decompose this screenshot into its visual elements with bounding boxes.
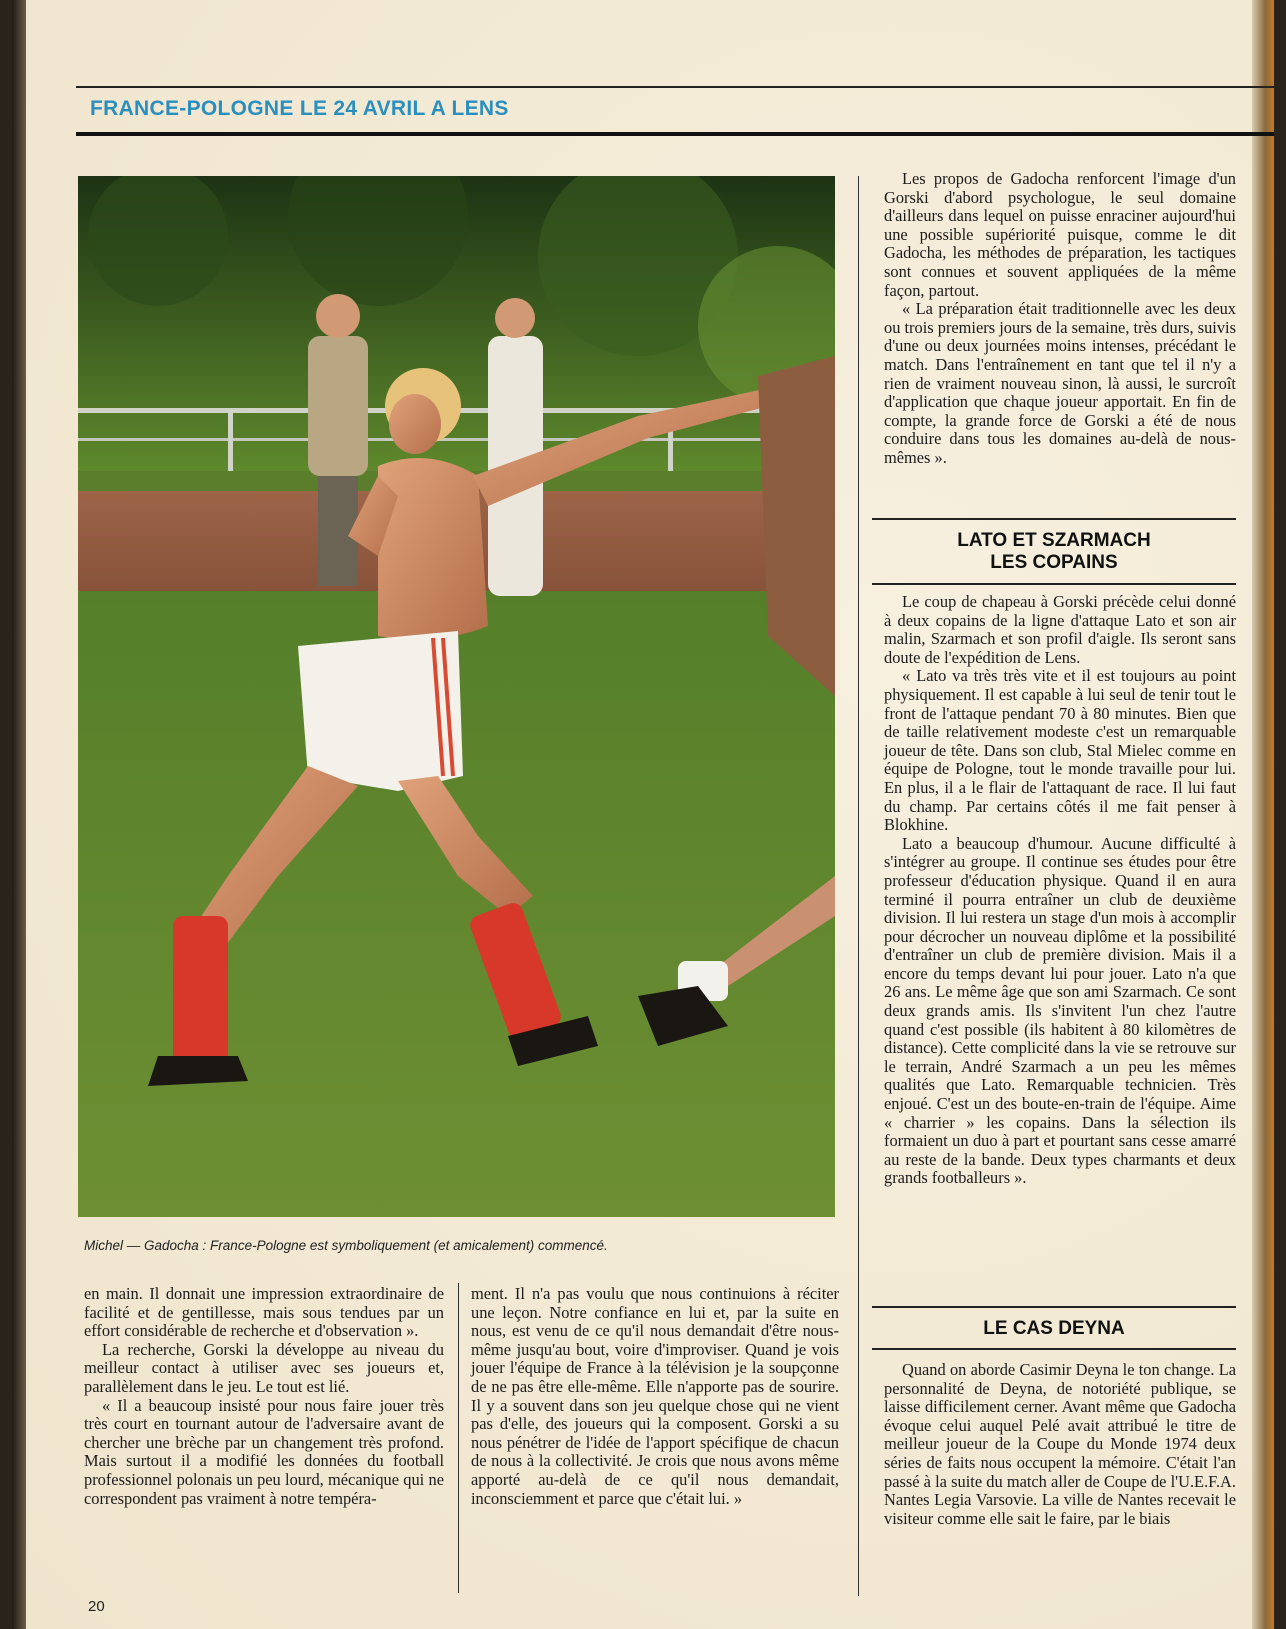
right-column-intro [884,170,1236,468]
paragraph: Lato a beaucoup d'humour. Aucune difficulté à s'intégrer au groupe. Il continue ses études pour être professeur d'éducation physique. Quand il en aura terminé il pourra entraîner un club de deuxième division. Il lui restera un stage d'un mois à accomplir pour décrocher un nouveau diplôme et la possibilité d'entraîner un club de première division. Mais il a encore du temps devant lui pour jouer. Lato n'a que 26 ans. Le même âge que son ami Szarmach. Ce sont deux grands amis. Ils s'invitent l'un chez l'autre quand c'est possible (ils habitent à 80 kilomètres de distance). Cette complicité dans la vie se retrouve sur le terrain, André Szarmach a un peu les mêmes qualités que Lato. Remarquable technicien. Très enjoué. C'est un des boute-en-train de l'équipe. Aime « charrier » les copains. Dans la sélection ils formaient un duo à part et pourtant sans cesse amarré au reste de la bande. Deux types charmants et deux grands footballeurs ». [884,833,1236,1188]
photo-illustration [78,176,835,1217]
photo-caption: Michel — Gadocha : France-Pologne est symboliquement (et amicalement) commencé. [84,1238,608,1253]
page-number: 20 [88,1598,105,1615]
magazine-page [12,0,1274,1629]
paragraph: Quand on aborde Casimir Deyna le ton change. La personnalité de Deyna, de notoriété publique, se laisse difficilement cerner. Avant même que Gadocha évoque celui auquel Pelé avait attribué le titre de meilleur joueur de la Coupe du Monde 1974 deux séries de faits nous occupent la mémoire. C'était l'an passé à la suite du match aller de Coupe de l'U.E.F.A. Nantes Legia Varsovie. La ville de Nantes recevait le visiteur comme elle sait le faire, par le biais [884,1360,1236,1528]
paragraph: « La préparation était traditionnelle avec les deux ou trois premiers jours de la semaine, très durs, suivis d'une ou deux journées moins intenses, précédant le match. Dans l'entraînement en tant que tel il n'y a rien de vraiment nouveau sinon, là aussi, le surcroît d'application que chaque joueur apportait. En fin de compte, la grande force de Gorski a été de nous conduire dans tous les domaines au-delà de nous-mêmes ». [884,299,1236,467]
section-rule [872,583,1236,585]
section-rule [872,1306,1236,1308]
column-divider [458,1283,459,1593]
section-header: FRANCE-POLOGNE LE 24 AVRIL A LENS [90,97,509,120]
paragraph: « Lato va très très vite et il est toujours au point physiquement. Il est capable à lui seul de tenir tout le front de l'attaque pendant 70 à 80 minutes. Bien que de taille relativement modeste c'est un remarquable joueur de tête. Dans son club, Stal Mielec comme en équipe de Pologne, tout le monde travaille pour lui. En plus, il a le flair de l'attaquant de race. Il lui faut du champ. Par certains côtés il me fait penser à Blokhine. [884,666,1236,835]
section-rule [872,1348,1236,1350]
paragraph: Le coup de chapeau à Gorski précède celui donné à deux copains de la ligne d'attaque Lato et son air malin, Szarmach et son profil d'aigle. Ils seront sans doute de l'expédition de Lens. [884,592,1236,667]
heading-line: LES COPAINS [990,552,1118,573]
article-photo [78,176,835,1217]
header-top-rule [76,86,1274,88]
right-column-deyna [884,1361,1236,1528]
paragraph: ment. Il n'a pas voulu que nous continuions à réciter une leçon. Notre confiance en lui et, par la suite en nous, est venu de ce qu'il nous demandait d'être nous-même jusqu'au bout, voire d'improviser. Quand je vois jouer l'équipe de France à la télévision je la soupçonne de ne pas être elle-même. Elle n'apporte pas de sourire. Il y a souvent dans son jeu quelque chose qui ne vient pas d'elle, des joueurs qui la composent. Gorski a su nous pénétrer de l'idée de l'apport spécifique de chacun de nous à la collectivité. Je crois que nous avons même apporté au-delà de ce qu'il nous demandait, inconsciemment et parce que c'était lui. » [471,1284,839,1508]
paragraph: « Il a beaucoup insisté pour nous faire jouer très très court en tournant autour de l'adversaire avant de chercher une brèche par un changement très profond. Mais surtout il a modifié les données du football professionnel polonais un peu lourd, mécanique qui ne correspondent pas vraiment à notre tempéra- [84,1395,444,1508]
next-page-edge [1252,0,1274,1629]
paragraph: Les propos de Gadocha renforcent l'image d'un Gorski d'abord psychologue, le seul domaine d'ailleurs dans lequel on puisse enraciner aujourd'hui une possible supériorité puisque, comme le dit Gadocha, les méthodes de préparation, les tactiques sont connues et souvent appliquées de la même façon, partout. [884,169,1236,300]
paragraph: La recherche, Gorski la développe au niveau du meilleur contact à utiliser avec ses joueurs et, parallèlement dans le jeu. Le tout est lié. [84,1339,444,1396]
middle-column [471,1285,839,1508]
column-divider [858,176,859,1596]
page-spine [12,0,26,1629]
paragraph: en main. Il donnait une impression extraordinaire de facilité et de gentillesse, mais sous tendues par un effort considérable de recherche et d'observation ». [84,1284,444,1341]
section-heading-deyna: LE CAS DEYNA [983,1318,1125,1339]
header-bottom-rule [76,132,1274,136]
heading-line: LATO ET SZARMACH [957,530,1151,551]
right-column-lato [884,593,1236,1188]
section-rule [872,518,1236,520]
left-column [84,1285,444,1508]
section-heading-lato [872,530,1236,574]
